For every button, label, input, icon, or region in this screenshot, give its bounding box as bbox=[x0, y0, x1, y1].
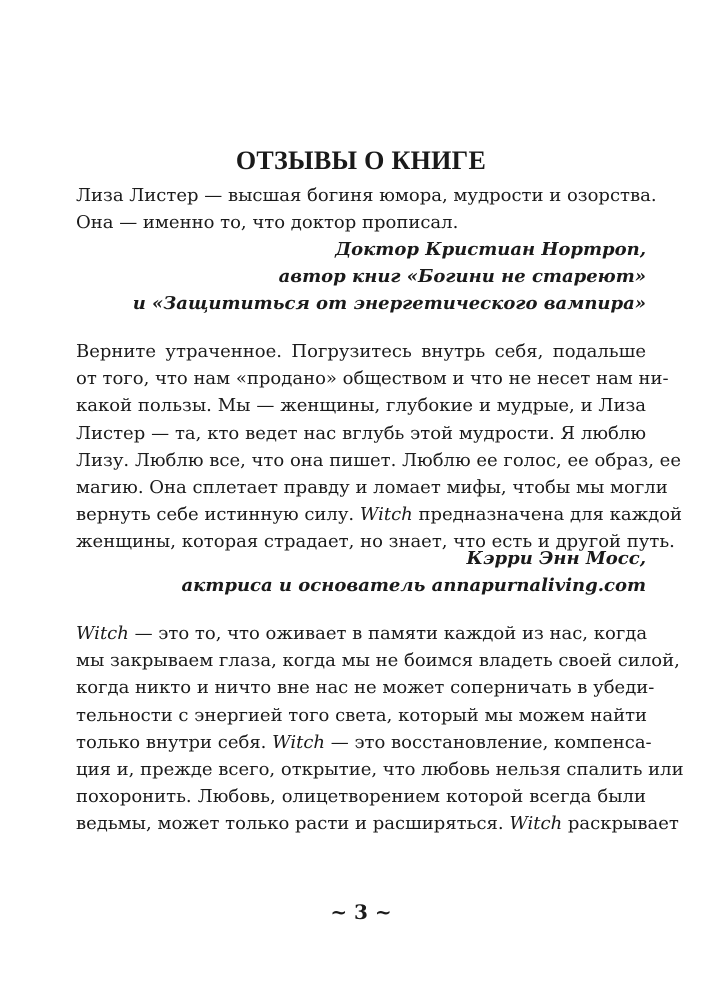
attribution-line: Кэрри Энн Мосс, bbox=[466, 548, 646, 569]
text-run: — это то, что оживает в памяти каждой из нас, когда bbox=[128, 623, 648, 644]
review-2-line: Лизу. Люблю все, что она пишет. Люблю ее голос, ее образ, ее bbox=[76, 449, 681, 471]
text-run: только внутри себя. bbox=[76, 731, 273, 753]
review-2-line bbox=[76, 501, 683, 528]
attribution-line: и «Защититься от энергетического вампира» bbox=[132, 293, 646, 315]
attribution-line: Доктор Кристиан Нортроп, bbox=[335, 239, 646, 260]
review-3-line: похоронить. Любовь, олицетворением которой всегда были bbox=[76, 786, 646, 808]
text-run: предназначена для каждой bbox=[412, 504, 683, 526]
review-1-line: Лиза Листер — высшая богиня юмора, мудрости и озорства. bbox=[76, 185, 657, 206]
review-2-line: Верните утраченное. Погрузитесь внутрь себя, подальше bbox=[76, 341, 646, 362]
review-3-line bbox=[76, 620, 646, 647]
review-2-line: женщины, которая страдает, но знает, что есть и другой путь. bbox=[76, 531, 675, 553]
review-1-text bbox=[76, 182, 657, 236]
review-3-line: тельности с энергией того света, который мы можем найти bbox=[76, 704, 648, 726]
review-2-line: какой пользы. Мы — женщины, глубокие и мудрые, и Лиза bbox=[76, 395, 646, 417]
text-run: — это восстановление, компенса- bbox=[325, 731, 652, 753]
review-3-line bbox=[76, 810, 679, 837]
book-title-witch: Witch bbox=[76, 623, 129, 644]
review-3-line: когда никто и ничто вне нас не может соперничать в убеди- bbox=[76, 677, 655, 699]
page-number: ~ 3 ~ bbox=[330, 900, 392, 924]
book-title-witch: Witch bbox=[509, 813, 563, 835]
review-1-attribution bbox=[76, 236, 646, 318]
attribution-line: актриса и основатель annapurnaliving.com bbox=[181, 575, 646, 597]
text-run: раскрывает bbox=[562, 813, 679, 835]
review-2-line: от того, что нам «продано» обществом и что не несет нам ни- bbox=[76, 368, 669, 390]
review-3-line bbox=[76, 729, 652, 756]
review-2-line: магию. Она сплетает правду и ломает мифы, чтобы мы могли bbox=[76, 477, 668, 499]
review-2-attribution bbox=[76, 545, 646, 599]
attribution-line: автор книг «Богини не стареют» bbox=[278, 266, 646, 288]
review-3-text bbox=[76, 620, 684, 838]
text-run: ведьмы, может только расти и расширяться. bbox=[76, 813, 510, 835]
text-run: вернуть себе истинную силу. bbox=[76, 504, 360, 526]
book-title-witch: Witch bbox=[272, 731, 325, 753]
review-2-line: Листер — та, кто ведет нас вглубь этой мудрости. Я люблю bbox=[76, 422, 646, 444]
page-title: ОТЗЫВЫ О КНИГЕ bbox=[235, 146, 487, 175]
book-title-witch: Witch bbox=[359, 504, 413, 526]
review-3-line: ция и, прежде всего, открытие, что любовь нельзя спалить или bbox=[76, 759, 684, 781]
review-2-text bbox=[76, 338, 683, 556]
review-1-line: Она — именно то, что доктор прописал. bbox=[76, 212, 459, 234]
review-3-line: мы закрываем глаза, когда мы не боимся владеть своей силой, bbox=[76, 650, 680, 672]
